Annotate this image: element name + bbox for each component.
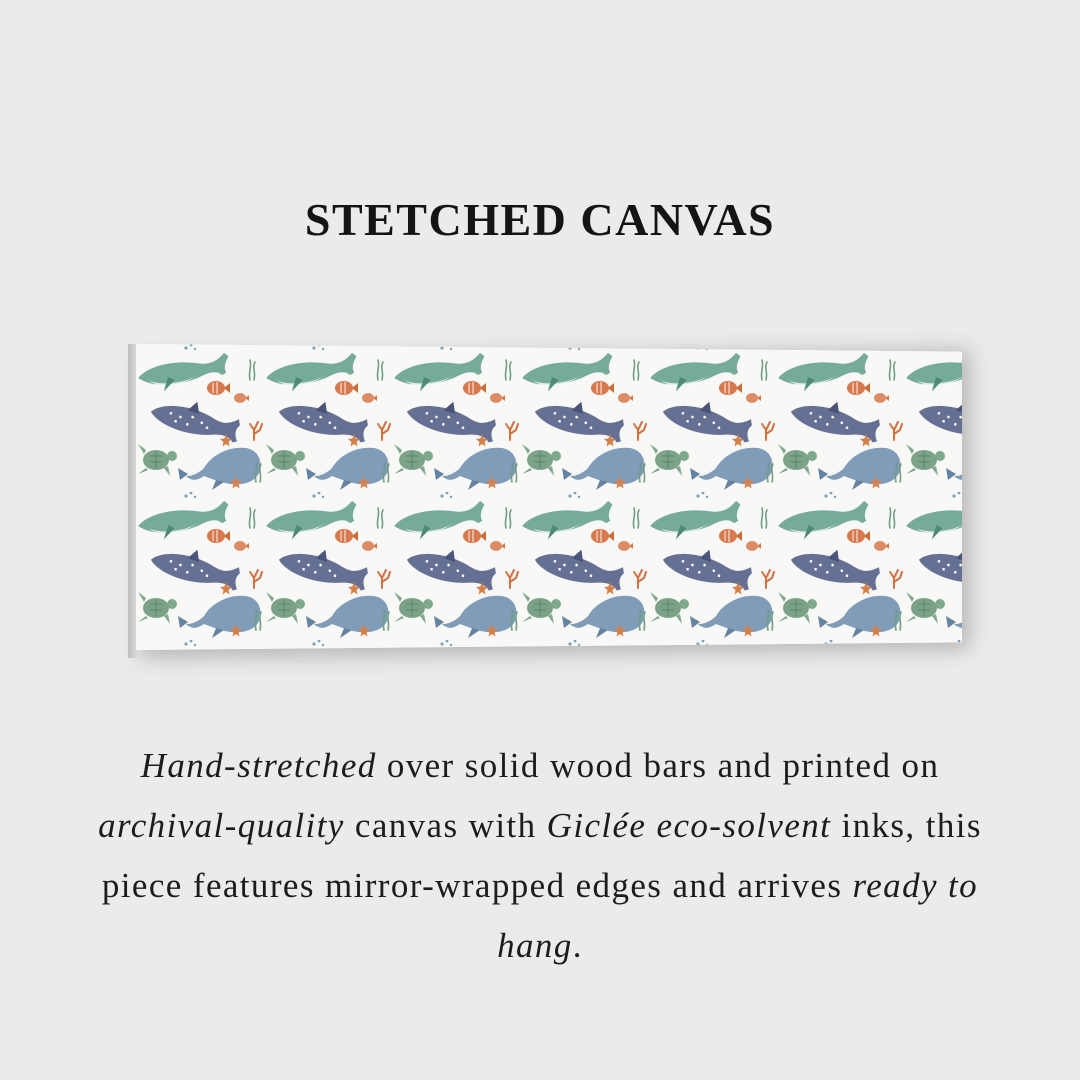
canvas-artwork (136, 344, 962, 650)
sea-life-pattern (136, 344, 962, 650)
description-emphasis-hand-stretched: Hand-stretched (140, 746, 377, 785)
description-emphasis-ready-to-hang: ready to hang (497, 866, 979, 965)
description-text-2: canvas with (344, 806, 547, 845)
product-description (80, 736, 1000, 976)
canvas-product-image (128, 340, 968, 666)
description-emphasis-archival-quality: archival-quality (98, 806, 345, 845)
description-text-4: . (572, 926, 583, 965)
description-emphasis-giclee: Giclée eco-solvent (546, 806, 832, 845)
description-text-3: inks, this piece features mirror-wrapped edges and arrives (101, 806, 982, 905)
description-text-1: over solid wood bars and printed on (376, 746, 940, 785)
page-title: STETCHED CANVAS (304, 194, 776, 245)
